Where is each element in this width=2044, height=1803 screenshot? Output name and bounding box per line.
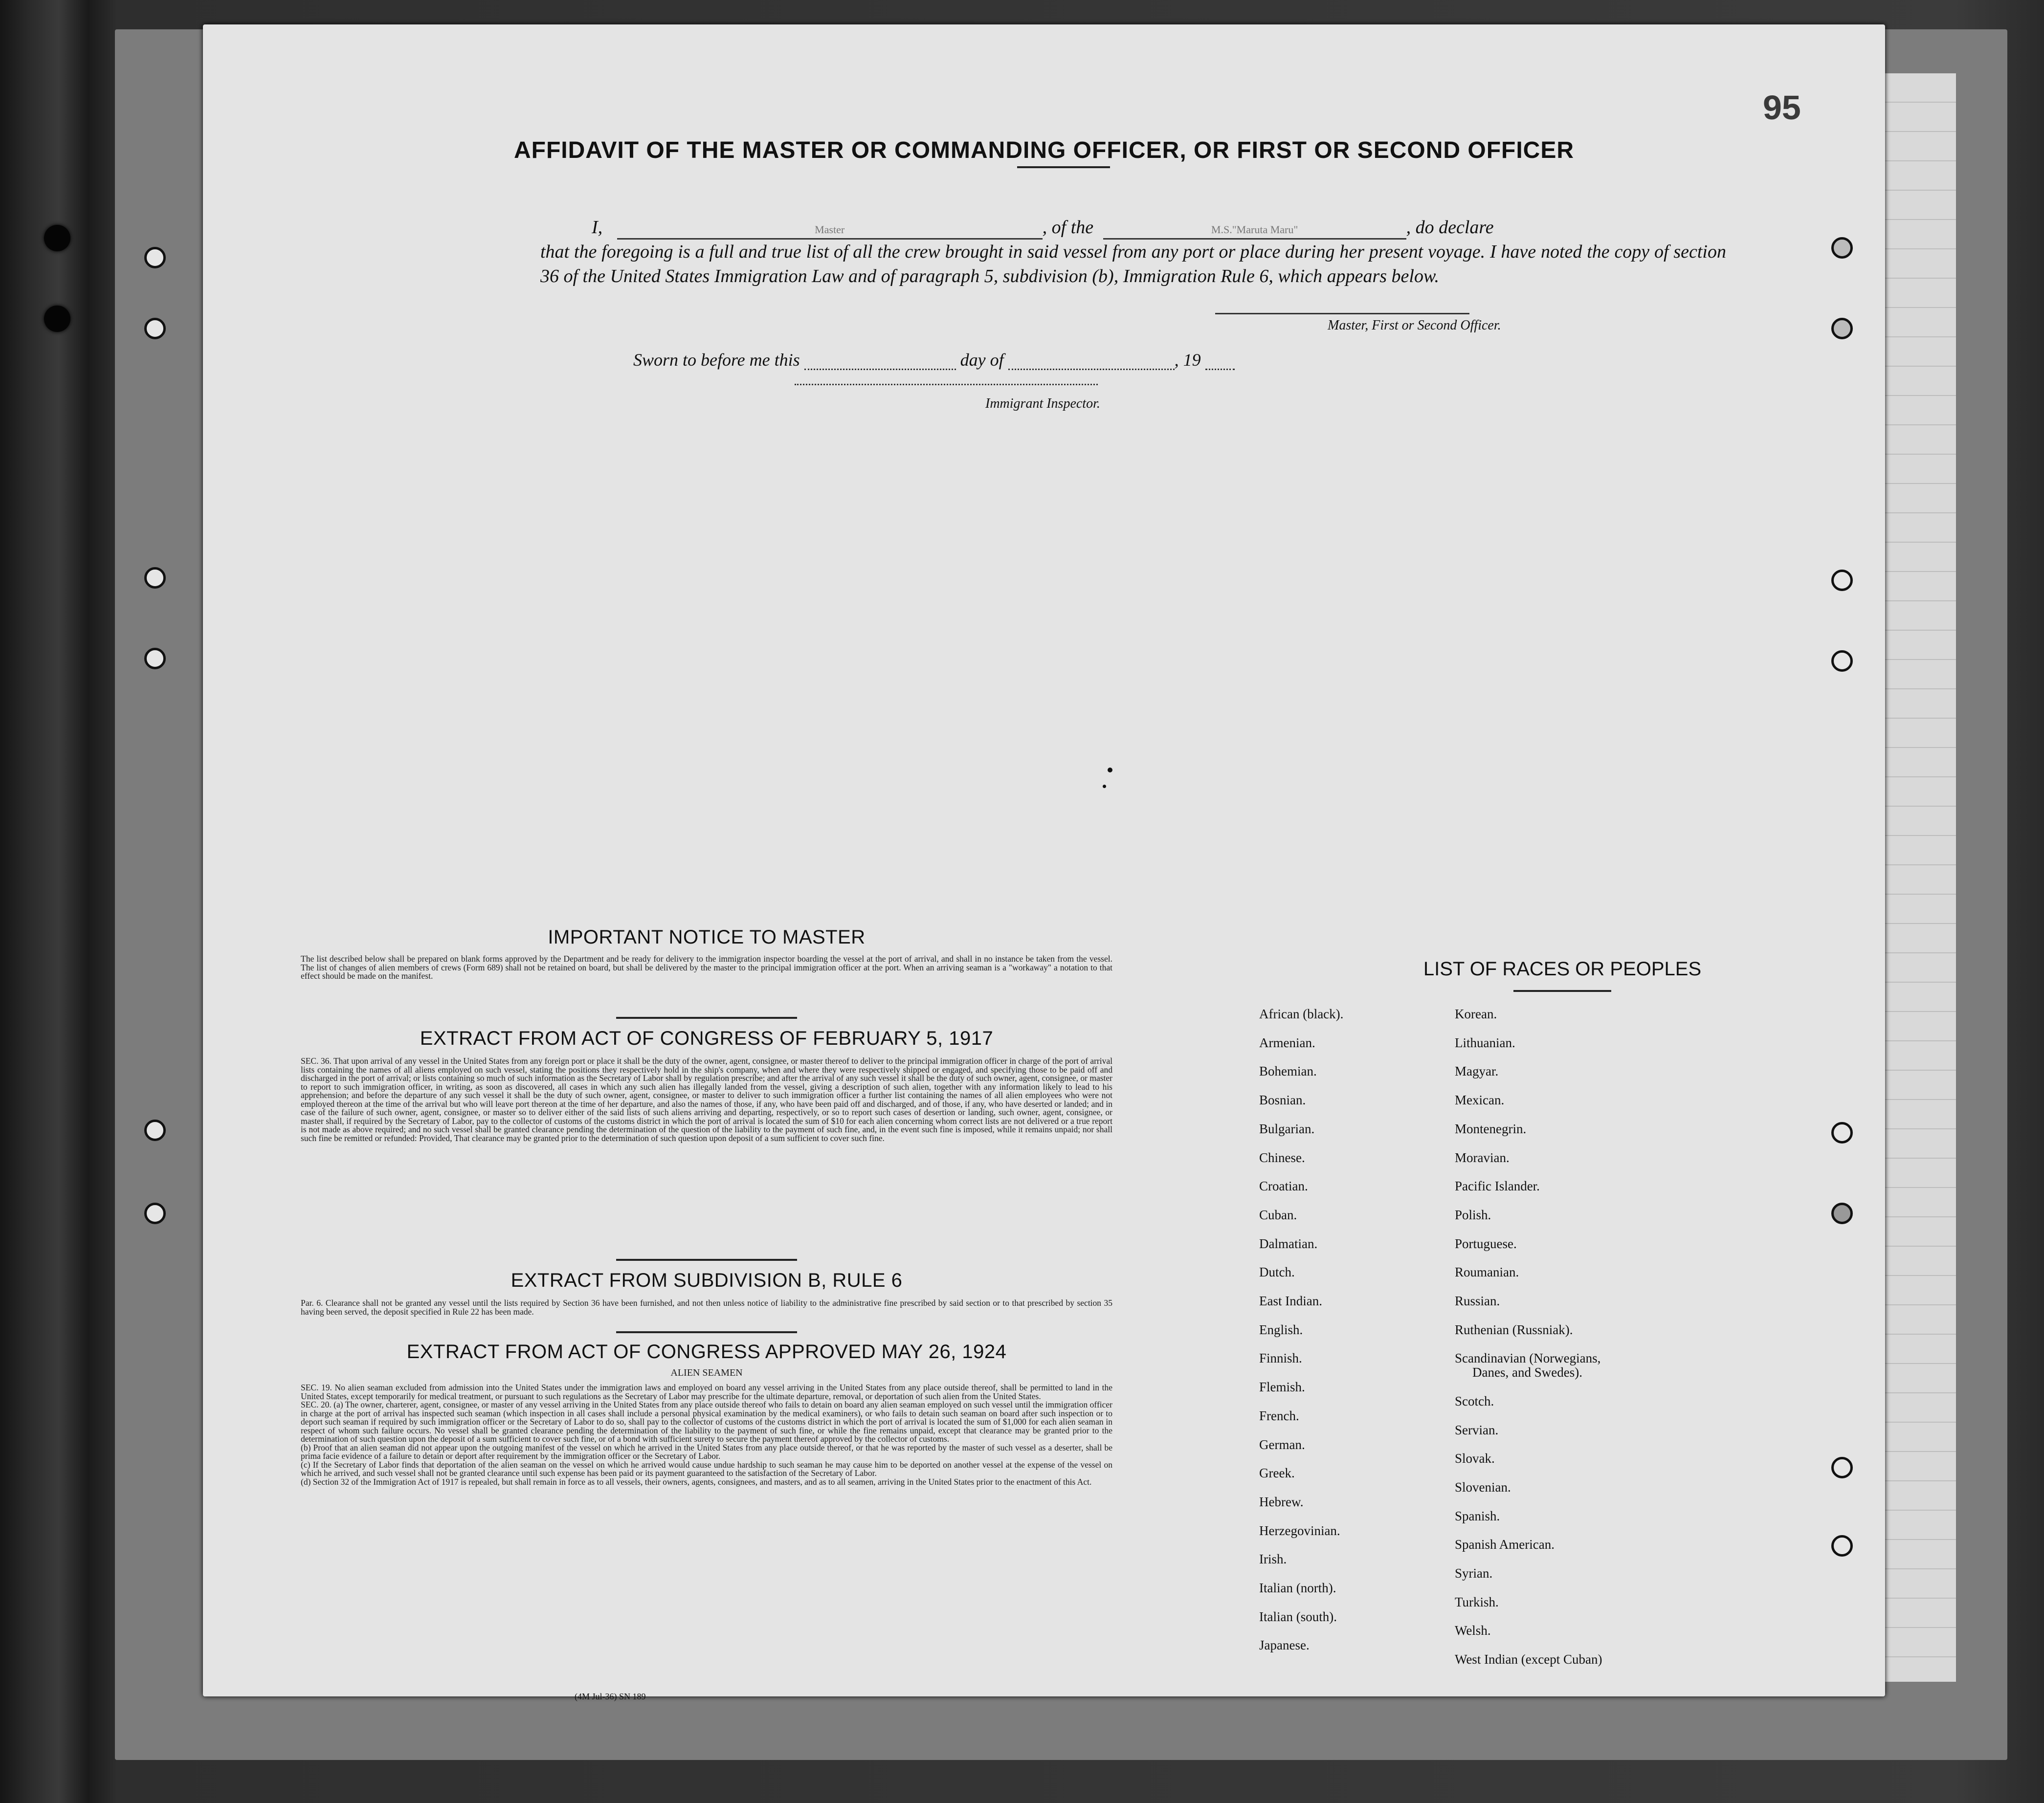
races-column-1 [1259,1000,1343,1660]
title-underline [1017,166,1110,168]
punch-ring [1831,570,1853,591]
section-divider [616,1331,797,1333]
race-item: Pacific Islander. [1455,1179,1540,1194]
race-item: Scotch. [1455,1393,1494,1408]
race-item: Chinese. [1259,1150,1305,1165]
extract-1924-section-20b: (b) Proof that an alien seaman did not appear upon the outgoing manifest of the vessel on which he arrived in the United States from any place outside thereof, or that he was reported by the master of such vessel as a deserter, shall be prima facie evidence of a failure to detain or deport after requirement by the immigration officer or the Secretary of Labor. [301,1442,1112,1461]
race-item: Greek. [1259,1466,1295,1481]
extract-1924-section-19: SEC. 19. No alien seaman excluded from admission into the United States under the immigration laws and employed on board any vessel arriving in the United States from any place outside thereof, shall be permitted to land in the United States, except temporarily for medical treatment, or pursuant to such regulations as the Secretary of Labor may prescribe for the ultimate departure, removal, or deportation of such alien from the United States. [301,1384,1112,1401]
extract-1917-text [301,1057,1112,1255]
extract-rule6-heading: EXTRACT FROM SUBDIVISION B, RULE 6 [511,1270,903,1291]
race-item: Armenian. [1259,1035,1315,1050]
races-underline [1513,990,1611,992]
form-code: (4M Jul-36) SN 189 [575,1692,646,1701]
race-item: English. [1259,1322,1303,1337]
race-item: Welsh. [1455,1623,1491,1638]
inspector-label: Immigrant Inspector. [985,396,1100,411]
race-item: French. [1259,1408,1299,1423]
race-item: African (black). [1259,1007,1344,1021]
punch-ring [1831,1203,1853,1224]
race-item: Croatian. [1259,1179,1308,1194]
race-item: Roumanian. [1455,1265,1519,1280]
race-item: Bohemian. [1259,1064,1317,1079]
sworn-prefix: Sworn to before me this [633,350,800,370]
sworn-day-field [804,354,956,370]
race-item: Dutch. [1259,1265,1295,1280]
race-item: East Indian. [1259,1294,1322,1309]
race-item: Ruthenian (Russniak). [1455,1322,1573,1337]
race-item: Syrian. [1455,1566,1493,1581]
punch-ring [144,567,166,589]
section-divider [616,1259,797,1261]
punch-ring [1831,237,1853,259]
punch-ring [144,318,166,339]
master-name-field: Master [617,218,1043,240]
race-item: Finnish. [1259,1351,1302,1366]
punch-ring [144,1203,166,1224]
race-item: Moravian. [1455,1150,1510,1165]
race-item: Servian. [1455,1422,1499,1437]
race-item: Scandinavian (Norwegians, [1455,1351,1601,1366]
important-notice-heading: IMPORTANT NOTICE TO MASTER [548,926,866,948]
race-item: German. [1259,1437,1305,1452]
race-item: Irish. [1259,1552,1287,1567]
page-number: 95 [1763,88,1801,127]
punch-ring [144,1120,166,1141]
extract-1924-text [301,1384,1112,1623]
race-item: Bulgarian. [1259,1121,1315,1136]
races-heading: LIST OF RACES OR PEOPLES [1423,958,1702,980]
races-column-2 [1455,1000,1602,1674]
race-item: Bosnian. [1259,1093,1306,1108]
section-divider [616,1017,797,1019]
race-item: Dalmatian. [1259,1236,1318,1251]
inspector-signature-line [795,384,1098,385]
punch-ring [1831,1535,1853,1557]
extract-1924-section-20a: SEC. 20. (a) The owner, charterer, agent, consignee, or master of any vessel arriving in the United States from any place outside thereof who fails to detain on board any alien seaman employed on such vessel until the immigration officer in charge at the port of arrival has inspected such seaman (which inspection in all cases shall include a personal physical examination by the medical examiners), or who fails to detain such seaman on board after such inspection or to deport such seaman if required by such immigration officer or the Secretary of Labor to do so, shall pay to the collector of customs of the customs district in which the port of arrival is located the sum of $1,000 for each alien seaman in respect of whom such failure occurs. No vessel shall be granted clearance pending the determination of the liability to the payment of such fine, or while the fine remains unpaid, except that clearance may be granted prior to the determination of such question upon the deposit of a sum sufficient to cover such fine, or of a bond with sufficient surety to secure the payment thereof approved by the collector of customs. [301,1400,1112,1444]
race-item: Hebrew. [1259,1494,1304,1509]
of-the-text: , of the [1042,217,1094,238]
binder-hole [44,306,70,332]
race-item: Portuguese. [1455,1236,1517,1251]
declaration-paragraph [540,215,1726,288]
extract-rule6-paragraph: Par. 6. Clearance shall not be granted any vessel until the lists required by Section 36 have been furnished, and not then unless notice of liability to the administrative fine prescribed by said section or to that prescribed by section 35 having been served, the deposit specified in Rule 22 has been made. [301,1299,1112,1317]
vessel-name-field: M.S."Maruta Maru" [1103,218,1406,240]
punch-ring [144,247,166,268]
day-of-text: day of [960,350,1004,370]
manifest-page [203,24,1885,1701]
race-item: Cuban. [1259,1207,1297,1222]
punch-ring [1831,1457,1853,1478]
extract-1924-heading: EXTRACT FROM ACT OF CONGRESS APPROVED MAY 26, 1924 [406,1341,1007,1363]
race-item: Italian (south). [1259,1609,1337,1624]
punch-ring [144,648,166,669]
race-item: Korean. [1455,1007,1497,1021]
officer-label: Master, First or Second Officer. [1328,318,1501,333]
race-item: Japanese. [1259,1638,1310,1653]
race-item: Turkish. [1455,1594,1499,1609]
race-item: Flemish. [1259,1380,1305,1395]
punch-ring [1831,1122,1853,1143]
officer-signature-line [1215,313,1469,314]
race-item: Montenegrin. [1455,1121,1527,1136]
extract-1924-section-20c: (c) If the Secretary of Labor finds that deportation of the alien seaman on the vessel on which he arrived would cause undue hardship to such seaman he may cause him to be deported on another vessel at the expense of the vessel on which he arrived, and such vessel shall not be granted clearance until such expense has been paid or its payment guaranteed to the satisfaction of the Secretary of Labor. [301,1459,1112,1478]
sworn-month-field [1008,354,1175,370]
race-item: Spanish. [1455,1508,1500,1523]
declaration-body: that the foregoing is a full and true list of all the crew brought in said vessel from any port or place during her present voyage. I have noted the copy of section 36 of the United States Immigration Law and of paragraph 5, subdivision (b), Immigration Rule 6, which appears below. [540,242,1726,286]
race-item: Polish. [1455,1207,1491,1222]
punch-ring [1831,650,1853,672]
race-item: West Indian (except Cuban) [1455,1652,1602,1667]
race-item: Slovak. [1455,1451,1495,1466]
extract-1924-section-20d: (d) Section 32 of the Immigration Act of 1917 is repealed, but shall remain in force as to all vessels, their owners, agents, consignees, and masters, and as to all seamen, arriving in the United States prior to the enactment of this Act. [301,1476,1092,1487]
affidavit-title: AFFIDAVIT OF THE MASTER OR COMMANDING OFFICER, OR FIRST OR SECOND OFFICER [513,137,1575,163]
race-item: Slovenian. [1455,1479,1511,1495]
race-item: Danes, and Swedes). [1472,1365,1582,1380]
race-item: Magyar. [1455,1064,1499,1079]
extract-1917-heading: EXTRACT FROM ACT OF CONGRESS OF FEBRUARY 5, 1917 [420,1028,994,1049]
race-item: Russian. [1455,1294,1500,1309]
important-notice-paragraph: The list described below shall be prepared on blank forms approved by the Department and be ready for delivery to the immigration inspector boarding the vessel at the port of arrival, and shall in no instance be taken from the vessel. The list of changes of alien members of crews (Form 689) shall not be retained on board, but shall be delivered by the master to the principal immigration officer at the port. When an arriving seaman is a "workaway" a notation to that effect should be made on the manifest. [301,955,1112,981]
ink-speck [1103,785,1106,788]
race-item: Mexican. [1455,1093,1505,1108]
binder-hole [44,225,70,251]
pronoun: I, [592,217,603,238]
extract-1917-paragraph: SEC. 36. That upon arrival of any vessel in the United States from any foreign port or place it shall be the duty of the owner, agent, consignee, or master thereof to deliver to the principal immigration officer in charge of the port of arrival lists containing the names of all aliens employed on such vessel, stating the positions they respectively hold in the ship's company, when and where they were respectively shipped or engaged, and specifying those to be paid off and discharged in the port of arrival; or lists containing so much of such information as the Secretary of Labor shall by regulation prescribe; and after the arrival of any such vessel it shall be the duty of such owner, agent, consignee, or master to report to such immigration officer, in writing, as soon as discovered, all cases in which any such alien has illegally landed from the vessel, giving a description of such alien, together with any information likely to lead to his apprehension; and before the departure of any such vessel it shall be the duty of such owner, agent, consignee, or master to deliver to such immigration officer a further list containing the names of all alien employees who were not employed thereon at the time of the arrival but who will leave port thereon at the time of her departure, and also the names of those, if any, who have been paid off and discharged, and of those, if any, who have deserted or landed; and in case of the failure of such owner, agent, consignee, or master so to deliver either of the said lists of such aliens arriving and departing, respectively, or so to report such cases of desertion or landing, such owner, agent, consignee, or master shall, if required by the Secretary of Labor, pay to the collector of customs of the customs district in which the port of arrival is located the sum of $10 for each alien concerning whom correct lists are not delivered or a true report is not made as above required; and no such vessel shall be granted clearance pending the determination of the question of the liability to the payment of such fine, and, in the event such fine is imposed, while it remains unpaid; nor shall such fine be remitted or refunded: Provided, That clearance may be granted prior to the determination of such question upon deposit of a sum sufficient to cover such fine. [301,1057,1112,1143]
sworn-line [633,350,1235,370]
year-prefix: , 19 [1174,350,1201,370]
race-item: Italian (north). [1259,1581,1336,1596]
race-item: Spanish American. [1455,1537,1555,1552]
ink-speck [1108,768,1112,772]
do-declare-text: , do declare [1406,217,1494,238]
race-item: Lithuanian. [1455,1035,1515,1050]
sworn-year-field [1205,354,1235,370]
extract-rule6-text [301,1299,1112,1327]
race-item: Herzegovinian. [1259,1523,1340,1538]
punch-ring [1831,318,1853,339]
important-notice-text [301,955,1112,1012]
alien-seamen-subheading: ALIEN SEAMEN [670,1367,743,1378]
